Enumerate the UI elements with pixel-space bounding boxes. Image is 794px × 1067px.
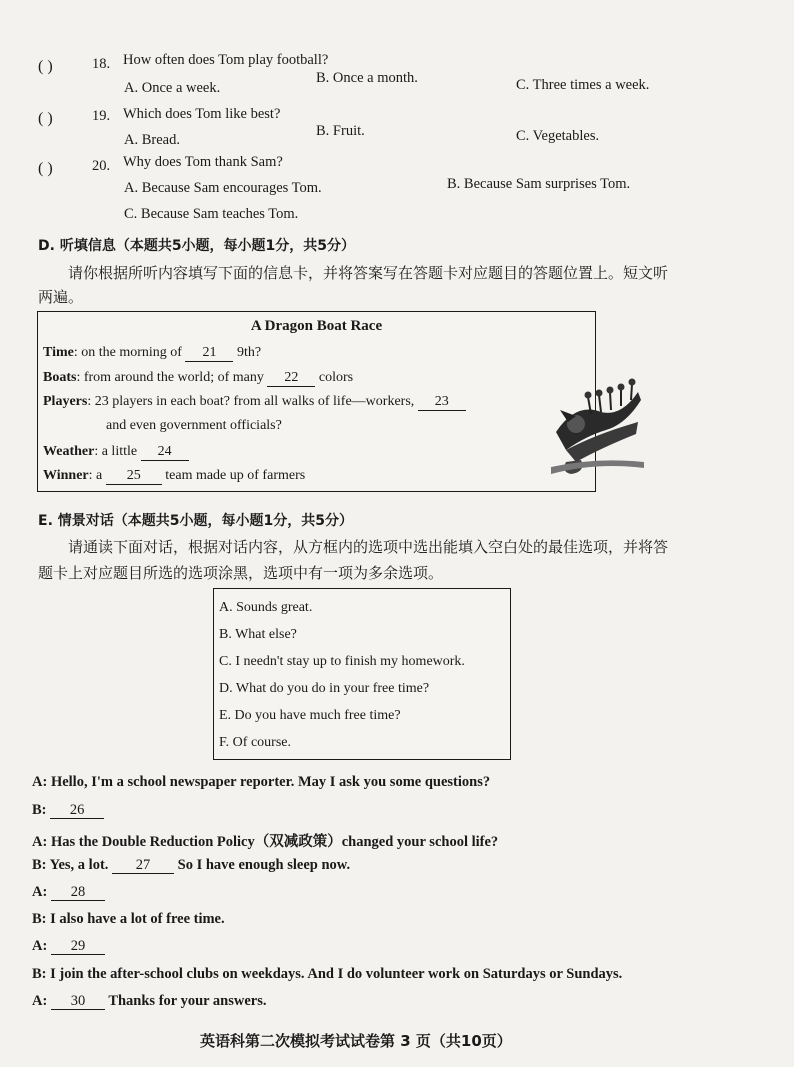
option-c[interactable]: C. Vegetables. — [516, 128, 600, 144]
option-c[interactable]: C. Because Sam teaches Tom. — [124, 206, 299, 222]
section-e-instruction-cont: 题卡上对应题目所选的选项涂黑，选项中有一项为多余选项。 — [38, 564, 444, 582]
dialogue-line — [32, 774, 490, 791]
section-d-heading: D. 听填信息（本题共5小题，每小题1分，共5分） — [38, 238, 356, 254]
dialogue-text: Hello, I'm a school newspaper reporter. May I ask you some questions? — [50, 774, 491, 790]
dialogue-line — [32, 938, 105, 955]
speaker: B: — [32, 911, 47, 927]
option-item-d: D. What do you do in your free time? — [219, 681, 430, 696]
winner-text: : a — [88, 468, 103, 483]
option-a[interactable]: A. Bread. — [124, 132, 180, 148]
dragon-boat-illustration — [546, 362, 646, 482]
option-item-b: B. What else? — [219, 627, 297, 642]
dialogue-text-after: Thanks for your answers. — [108, 993, 267, 1009]
info-card — [37, 311, 596, 492]
option-item-a: A. Sounds great. — [219, 600, 313, 615]
time-label: Time — [43, 345, 74, 360]
section-e-heading: E. 情景对话（本题共5小题，每小题1分，共5分） — [38, 513, 353, 529]
blank-29[interactable]: 29 — [51, 938, 105, 955]
blank-30[interactable]: 30 — [51, 993, 105, 1010]
blank-23[interactable]: 23 — [418, 394, 466, 411]
option-item-c: C. I needn't stay up to finish my homework. — [219, 654, 465, 669]
speaker: B: — [32, 966, 47, 982]
section-d-instruction: 请你根据所听内容填写下面的信息卡，并将答案写在答题卡对应题目的答题位置上。短文听 — [68, 264, 669, 282]
speaker: A: — [32, 993, 48, 1009]
dialogue-text-after: So I have enough sleep now. — [177, 857, 351, 873]
speaker: B: — [32, 802, 47, 818]
answer-paren[interactable]: ( ) — [38, 110, 53, 127]
speaker: A: — [32, 938, 48, 954]
options-box — [213, 588, 511, 760]
section-d-instruction-cont: 两遍。 — [38, 288, 84, 306]
blank-25[interactable]: 25 — [106, 468, 162, 485]
info-row-winner — [43, 468, 305, 485]
dialogue-line — [32, 830, 498, 851]
question-number: 19. — [92, 108, 111, 124]
dialogue-text: I also have a lot of free time. — [50, 911, 225, 927]
time-text-after: 9th? — [236, 345, 262, 360]
dialogue-line — [32, 802, 104, 819]
dialogue-line — [32, 911, 225, 928]
boats-label: Boats — [43, 370, 77, 385]
option-a[interactable]: A. Because Sam encourages Tom. — [124, 180, 322, 196]
dialogue-line — [32, 966, 622, 983]
dialogue-text: Has the Double Reduction Policy（双减政策）changed your school life? — [50, 834, 499, 850]
info-row-players — [43, 394, 466, 411]
players-text-line2: and even government officials? — [106, 418, 282, 433]
dialogue-line — [32, 884, 105, 901]
blank-28[interactable]: 28 — [51, 884, 105, 901]
winner-label: Winner — [43, 468, 89, 483]
boats-text: : from around the world; of many — [76, 370, 264, 385]
option-b[interactable]: B. Because Sam surprises Tom. — [447, 176, 631, 192]
info-row-time — [43, 345, 261, 362]
speaker: A: — [32, 774, 48, 790]
boats-text-after: colors — [318, 370, 354, 385]
question-number: 18. — [92, 56, 111, 72]
option-item-e: E. Do you have much free time? — [219, 708, 401, 723]
answer-paren[interactable]: ( ) — [38, 160, 53, 177]
dialogue-line — [32, 993, 267, 1010]
option-b[interactable]: B. Once a month. — [316, 70, 418, 86]
dialogue-line — [32, 857, 350, 874]
info-row-boats — [43, 370, 353, 387]
speaker: B: — [32, 857, 47, 873]
winner-text-after: team made up of farmers — [165, 468, 306, 483]
blank-21[interactable]: 21 — [185, 345, 233, 362]
time-text: : on the morning of — [73, 345, 182, 360]
option-c[interactable]: C. Three times a week. — [516, 77, 650, 93]
question-text: How often does Tom play football? — [123, 52, 329, 68]
players-label: Players — [43, 394, 88, 409]
blank-24[interactable]: 24 — [141, 444, 189, 461]
speaker: A: — [32, 884, 48, 900]
dialogue-text: Yes, a lot. — [49, 857, 109, 873]
info-card-title: A Dragon Boat Race — [250, 318, 383, 334]
speaker: A: — [32, 834, 48, 850]
answer-paren[interactable]: ( ) — [38, 58, 53, 75]
section-e-instruction: 请通读下面对话，根据对话内容，从方框内的选项中选出能填入空白处的最佳选项，并将答 — [68, 538, 669, 556]
dialogue-text: I join the after-school clubs on weekdays. And I do volunteer work on Saturdays or Sundays. — [50, 966, 623, 982]
blank-22[interactable]: 22 — [267, 370, 315, 387]
weather-text: : a little — [94, 444, 138, 459]
blank-27[interactable]: 27 — [112, 857, 174, 874]
option-a[interactable]: A. Once a week. — [124, 80, 221, 96]
players-text: : 23 players in each boat? from all walks of life—workers, — [87, 394, 415, 409]
page-footer: 英语科第二次模拟考试试卷第 3 页（共10页） — [200, 1032, 512, 1050]
option-b[interactable]: B. Fruit. — [316, 123, 365, 139]
weather-label: Weather — [43, 444, 95, 459]
question-text: Which does Tom like best? — [123, 106, 281, 122]
option-item-f: F. Of course. — [219, 735, 291, 750]
question-text: Why does Tom thank Sam? — [123, 154, 283, 170]
blank-26[interactable]: 26 — [50, 802, 104, 819]
question-number: 20. — [92, 158, 111, 174]
info-row-weather — [43, 444, 189, 461]
